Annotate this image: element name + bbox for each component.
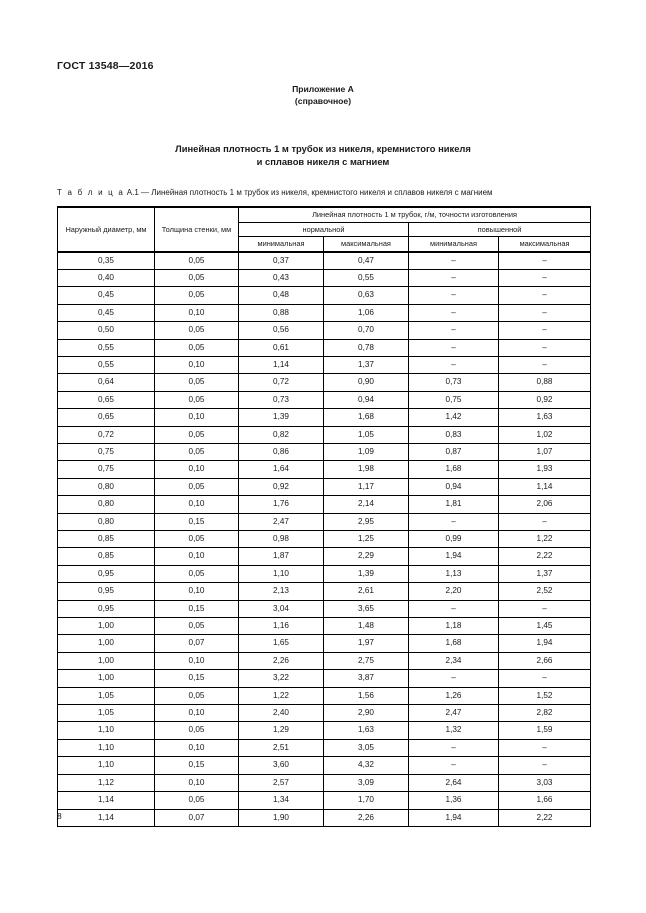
- table-row: [58, 600, 591, 617]
- cell-normal-max: 2,26: [324, 809, 409, 826]
- cell-wall-thickness: 0,10: [155, 739, 239, 756]
- cell-outer-diameter: 1,14: [58, 792, 155, 809]
- table-head: [58, 207, 591, 252]
- cell-high-max: –: [499, 356, 591, 373]
- table-row: [58, 618, 591, 635]
- cell-high-min: 0,99: [409, 531, 499, 548]
- cell-outer-diameter: 0,64: [58, 374, 155, 391]
- cell-normal-min: 1,39: [239, 409, 324, 426]
- cell-high-min: –: [409, 670, 499, 687]
- cell-outer-diameter: 1,10: [58, 722, 155, 739]
- cell-high-max: 2,66: [499, 652, 591, 669]
- cell-normal-min: 3,04: [239, 600, 324, 617]
- table-row: [58, 287, 591, 304]
- cell-normal-min: 1,76: [239, 496, 324, 513]
- cell-normal-max: 2,75: [324, 652, 409, 669]
- cell-normal-min: 1,16: [239, 618, 324, 635]
- linear-density-table: [57, 206, 591, 827]
- cell-high-max: –: [499, 513, 591, 530]
- cell-wall-thickness: 0,05: [155, 287, 239, 304]
- cell-wall-thickness: 0,10: [155, 356, 239, 373]
- table-row: [58, 409, 591, 426]
- table-row: [58, 652, 591, 669]
- table-row: [58, 809, 591, 826]
- cell-high-max: –: [499, 252, 591, 270]
- cell-wall-thickness: 0,05: [155, 269, 239, 286]
- cell-normal-min: 0,98: [239, 531, 324, 548]
- table-row: [58, 391, 591, 408]
- cell-wall-thickness: 0,10: [155, 705, 239, 722]
- cell-wall-thickness: 0,10: [155, 409, 239, 426]
- table-row: [58, 722, 591, 739]
- table-caption: [57, 188, 493, 197]
- cell-high-max: –: [499, 339, 591, 356]
- cell-wall-thickness: 0,15: [155, 670, 239, 687]
- cell-high-max: –: [499, 322, 591, 339]
- cell-wall-thickness: 0,15: [155, 600, 239, 617]
- cell-normal-min: 2,13: [239, 583, 324, 600]
- table-row: [58, 443, 591, 460]
- table-header-row-1: [58, 207, 591, 222]
- cell-wall-thickness: 0,07: [155, 809, 239, 826]
- standard-code-header: ГОСТ 13548—2016: [57, 60, 154, 72]
- cell-normal-min: 1,34: [239, 792, 324, 809]
- cell-high-max: 1,93: [499, 461, 591, 478]
- cell-high-min: –: [409, 757, 499, 774]
- cell-high-min: –: [409, 304, 499, 321]
- cell-high-min: –: [409, 322, 499, 339]
- table-body: [58, 252, 591, 827]
- cell-normal-min: 0,92: [239, 478, 324, 495]
- cell-wall-thickness: 0,05: [155, 618, 239, 635]
- table-row: [58, 478, 591, 495]
- cell-outer-diameter: 1,14: [58, 809, 155, 826]
- cell-high-max: 3,03: [499, 774, 591, 791]
- cell-normal-max: 3,87: [324, 670, 409, 687]
- table-row: [58, 687, 591, 704]
- cell-normal-min: 0,56: [239, 322, 324, 339]
- cell-high-max: –: [499, 287, 591, 304]
- cell-high-max: 1,94: [499, 635, 591, 652]
- table-caption-text: Линейная плотность 1 м трубок из никеля, кремнистого никеля и сплавов никеля с магнием: [151, 188, 493, 197]
- cell-wall-thickness: 0,15: [155, 513, 239, 530]
- cell-high-min: –: [409, 287, 499, 304]
- cell-normal-min: 1,64: [239, 461, 324, 478]
- cell-outer-diameter: 1,00: [58, 618, 155, 635]
- cell-outer-diameter: 0,65: [58, 409, 155, 426]
- cell-high-min: 1,42: [409, 409, 499, 426]
- cell-outer-diameter: 1,00: [58, 670, 155, 687]
- appendix-kind: (справочное): [294, 95, 352, 106]
- cell-normal-max: 1,68: [324, 409, 409, 426]
- table-row: [58, 426, 591, 443]
- cell-wall-thickness: 0,05: [155, 252, 239, 270]
- cell-normal-max: 0,55: [324, 269, 409, 286]
- cell-normal-max: 1,09: [324, 443, 409, 460]
- cell-normal-min: 1,22: [239, 687, 324, 704]
- cell-high-max: –: [499, 600, 591, 617]
- cell-high-max: –: [499, 670, 591, 687]
- cell-high-max: 1,02: [499, 426, 591, 443]
- cell-outer-diameter: 0,45: [58, 304, 155, 321]
- table-row: [58, 356, 591, 373]
- cell-outer-diameter: 1,00: [58, 635, 155, 652]
- cell-high-min: 1,68: [409, 461, 499, 478]
- cell-outer-diameter: 0,95: [58, 600, 155, 617]
- cell-wall-thickness: 0,05: [155, 722, 239, 739]
- table-row: [58, 269, 591, 286]
- cell-normal-max: 1,25: [324, 531, 409, 548]
- table-row: [58, 739, 591, 756]
- page-title-line-2: и сплавов никеля с магнием: [256, 156, 390, 167]
- cell-high-max: –: [499, 739, 591, 756]
- cell-normal-max: 2,90: [324, 705, 409, 722]
- cell-normal-max: 1,97: [324, 635, 409, 652]
- cell-high-max: –: [499, 757, 591, 774]
- cell-outer-diameter: 0,85: [58, 531, 155, 548]
- cell-outer-diameter: 1,05: [58, 687, 155, 704]
- cell-normal-max: 0,47: [324, 252, 409, 270]
- cell-high-max: 1,63: [499, 409, 591, 426]
- cell-outer-diameter: 1,05: [58, 705, 155, 722]
- cell-normal-min: 0,88: [239, 304, 324, 321]
- cell-outer-diameter: 1,00: [58, 652, 155, 669]
- cell-high-min: –: [409, 339, 499, 356]
- cell-normal-max: 3,65: [324, 600, 409, 617]
- cell-wall-thickness: 0,10: [155, 652, 239, 669]
- table-row: [58, 304, 591, 321]
- cell-normal-max: 0,94: [324, 391, 409, 408]
- cell-high-max: 2,06: [499, 496, 591, 513]
- header-outer-diameter: Наружный диаметр, мм: [58, 207, 155, 252]
- cell-high-min: 0,73: [409, 374, 499, 391]
- cell-high-max: 2,52: [499, 583, 591, 600]
- cell-high-min: –: [409, 269, 499, 286]
- cell-outer-diameter: 0,80: [58, 513, 155, 530]
- cell-outer-diameter: 0,40: [58, 269, 155, 286]
- table-row: [58, 774, 591, 791]
- cell-high-min: 1,26: [409, 687, 499, 704]
- table-row: [58, 548, 591, 565]
- page-number: 8: [57, 811, 62, 821]
- cell-high-min: 1,68: [409, 635, 499, 652]
- cell-high-max: –: [499, 304, 591, 321]
- cell-wall-thickness: 0,10: [155, 496, 239, 513]
- table-row: [58, 496, 591, 513]
- cell-normal-max: 0,70: [324, 322, 409, 339]
- table-row: [58, 635, 591, 652]
- cell-outer-diameter: 0,55: [58, 356, 155, 373]
- cell-normal-min: 1,10: [239, 565, 324, 582]
- cell-normal-max: 2,14: [324, 496, 409, 513]
- cell-high-max: –: [499, 269, 591, 286]
- table-caption-prefix: Т а б л и ц а: [57, 188, 125, 197]
- cell-high-min: –: [409, 513, 499, 530]
- cell-high-max: 2,82: [499, 705, 591, 722]
- cell-wall-thickness: 0,07: [155, 635, 239, 652]
- cell-normal-min: 2,26: [239, 652, 324, 669]
- cell-high-min: 2,20: [409, 583, 499, 600]
- cell-normal-min: 2,47: [239, 513, 324, 530]
- cell-normal-min: 2,57: [239, 774, 324, 791]
- cell-normal-max: 3,05: [324, 739, 409, 756]
- table-row: [58, 513, 591, 530]
- cell-outer-diameter: 1,12: [58, 774, 155, 791]
- table-row: [58, 565, 591, 582]
- cell-outer-diameter: 0,80: [58, 496, 155, 513]
- cell-normal-min: 0,43: [239, 269, 324, 286]
- cell-high-min: –: [409, 739, 499, 756]
- cell-normal-max: 1,48: [324, 618, 409, 635]
- cell-wall-thickness: 0,10: [155, 304, 239, 321]
- cell-high-max: 1,52: [499, 687, 591, 704]
- cell-normal-max: 1,70: [324, 792, 409, 809]
- cell-high-max: 0,88: [499, 374, 591, 391]
- cell-normal-min: 0,61: [239, 339, 324, 356]
- cell-wall-thickness: 0,05: [155, 391, 239, 408]
- cell-normal-max: 1,37: [324, 356, 409, 373]
- cell-high-max: 1,59: [499, 722, 591, 739]
- cell-wall-thickness: 0,05: [155, 687, 239, 704]
- table-row: [58, 583, 591, 600]
- cell-high-min: 2,47: [409, 705, 499, 722]
- cell-high-max: 1,37: [499, 565, 591, 582]
- linear-density-table-wrapper: [57, 206, 590, 827]
- cell-outer-diameter: 0,50: [58, 322, 155, 339]
- cell-high-min: 0,87: [409, 443, 499, 460]
- header-linear-density-group: Линейная плотность 1 м трубок, г/м, точности изготовления: [239, 207, 591, 222]
- cell-high-min: 1,81: [409, 496, 499, 513]
- cell-normal-min: 1,87: [239, 548, 324, 565]
- table-row: [58, 339, 591, 356]
- cell-normal-min: 2,51: [239, 739, 324, 756]
- cell-high-max: 1,14: [499, 478, 591, 495]
- table-row: [58, 792, 591, 809]
- cell-high-min: 1,36: [409, 792, 499, 809]
- cell-normal-max: 1,56: [324, 687, 409, 704]
- cell-high-min: 1,18: [409, 618, 499, 635]
- cell-normal-min: 1,14: [239, 356, 324, 373]
- cell-high-min: 1,94: [409, 809, 499, 826]
- cell-high-min: 1,32: [409, 722, 499, 739]
- cell-outer-diameter: 0,45: [58, 287, 155, 304]
- cell-normal-min: 3,22: [239, 670, 324, 687]
- cell-wall-thickness: 0,15: [155, 757, 239, 774]
- cell-normal-min: 0,48: [239, 287, 324, 304]
- table-row: [58, 461, 591, 478]
- cell-outer-diameter: 0,85: [58, 548, 155, 565]
- cell-normal-min: 0,86: [239, 443, 324, 460]
- cell-outer-diameter: 0,95: [58, 583, 155, 600]
- cell-wall-thickness: 0,10: [155, 774, 239, 791]
- header-normal-accuracy: нормальной: [239, 222, 409, 237]
- cell-wall-thickness: 0,05: [155, 322, 239, 339]
- header-high-accuracy: повышенной: [409, 222, 591, 237]
- cell-normal-min: 1,90: [239, 809, 324, 826]
- cell-outer-diameter: 0,55: [58, 339, 155, 356]
- cell-wall-thickness: 0,05: [155, 426, 239, 443]
- table-row: [58, 705, 591, 722]
- cell-high-min: 1,94: [409, 548, 499, 565]
- table-row: [58, 757, 591, 774]
- cell-wall-thickness: 0,05: [155, 374, 239, 391]
- cell-high-min: 2,34: [409, 652, 499, 669]
- cell-high-max: 1,22: [499, 531, 591, 548]
- appendix-label: Приложение А: [292, 84, 354, 94]
- cell-wall-thickness: 0,10: [155, 461, 239, 478]
- cell-normal-min: 2,40: [239, 705, 324, 722]
- cell-normal-min: 1,29: [239, 722, 324, 739]
- cell-high-min: 1,13: [409, 565, 499, 582]
- table-caption-number: А.1: [126, 188, 139, 197]
- cell-high-min: –: [409, 356, 499, 373]
- cell-normal-min: 0,37: [239, 252, 324, 270]
- cell-outer-diameter: 1,10: [58, 739, 155, 756]
- cell-outer-diameter: 0,75: [58, 461, 155, 478]
- header-normal-min: минимальная: [239, 237, 324, 252]
- page-title: [63, 142, 583, 168]
- cell-normal-max: 1,39: [324, 565, 409, 582]
- cell-wall-thickness: 0,05: [155, 478, 239, 495]
- cell-normal-max: 2,95: [324, 513, 409, 530]
- cell-wall-thickness: 0,05: [155, 443, 239, 460]
- cell-wall-thickness: 0,10: [155, 583, 239, 600]
- cell-normal-min: 0,73: [239, 391, 324, 408]
- cell-outer-diameter: 0,95: [58, 565, 155, 582]
- cell-normal-max: 1,06: [324, 304, 409, 321]
- cell-high-min: –: [409, 252, 499, 270]
- cell-high-max: 2,22: [499, 809, 591, 826]
- cell-wall-thickness: 0,05: [155, 792, 239, 809]
- appendix-heading: [0, 84, 646, 107]
- cell-normal-max: 1,17: [324, 478, 409, 495]
- cell-outer-diameter: 0,72: [58, 426, 155, 443]
- cell-high-max: 1,66: [499, 792, 591, 809]
- cell-normal-min: 0,82: [239, 426, 324, 443]
- table-row: [58, 252, 591, 270]
- cell-outer-diameter: 0,75: [58, 443, 155, 460]
- table-row: [58, 322, 591, 339]
- cell-outer-diameter: 0,80: [58, 478, 155, 495]
- table-row: [58, 670, 591, 687]
- cell-wall-thickness: 0,10: [155, 548, 239, 565]
- cell-normal-max: 1,63: [324, 722, 409, 739]
- table-row: [58, 531, 591, 548]
- cell-high-max: 1,45: [499, 618, 591, 635]
- header-normal-max: максимальная: [324, 237, 409, 252]
- cell-normal-max: 2,29: [324, 548, 409, 565]
- cell-normal-max: 1,05: [324, 426, 409, 443]
- cell-outer-diameter: 1,10: [58, 757, 155, 774]
- cell-normal-max: 3,09: [324, 774, 409, 791]
- cell-high-max: 2,22: [499, 548, 591, 565]
- cell-normal-min: 1,65: [239, 635, 324, 652]
- cell-wall-thickness: 0,05: [155, 565, 239, 582]
- cell-outer-diameter: 0,65: [58, 391, 155, 408]
- header-high-min: минимальная: [409, 237, 499, 252]
- header-high-max: максимальная: [499, 237, 591, 252]
- cell-normal-max: 0,90: [324, 374, 409, 391]
- header-wall-thickness: Толщина стенки, мм: [155, 207, 239, 252]
- cell-normal-max: 1,98: [324, 461, 409, 478]
- cell-high-min: 0,94: [409, 478, 499, 495]
- cell-high-max: 0,92: [499, 391, 591, 408]
- cell-normal-max: 4,32: [324, 757, 409, 774]
- cell-normal-max: 0,78: [324, 339, 409, 356]
- page-title-line-1: Линейная плотность 1 м трубок из никеля, кремнистого никеля: [175, 143, 471, 154]
- cell-high-min: 0,83: [409, 426, 499, 443]
- cell-wall-thickness: 0,05: [155, 339, 239, 356]
- table-caption-dash: —: [141, 188, 150, 197]
- cell-normal-min: 3,60: [239, 757, 324, 774]
- cell-high-min: 2,64: [409, 774, 499, 791]
- table-row: [58, 374, 591, 391]
- cell-high-max: 1,07: [499, 443, 591, 460]
- cell-outer-diameter: 0,35: [58, 252, 155, 270]
- cell-high-min: 0,75: [409, 391, 499, 408]
- cell-high-min: –: [409, 600, 499, 617]
- cell-normal-max: 2,61: [324, 583, 409, 600]
- cell-normal-min: 0,72: [239, 374, 324, 391]
- cell-normal-max: 0,63: [324, 287, 409, 304]
- cell-wall-thickness: 0,05: [155, 531, 239, 548]
